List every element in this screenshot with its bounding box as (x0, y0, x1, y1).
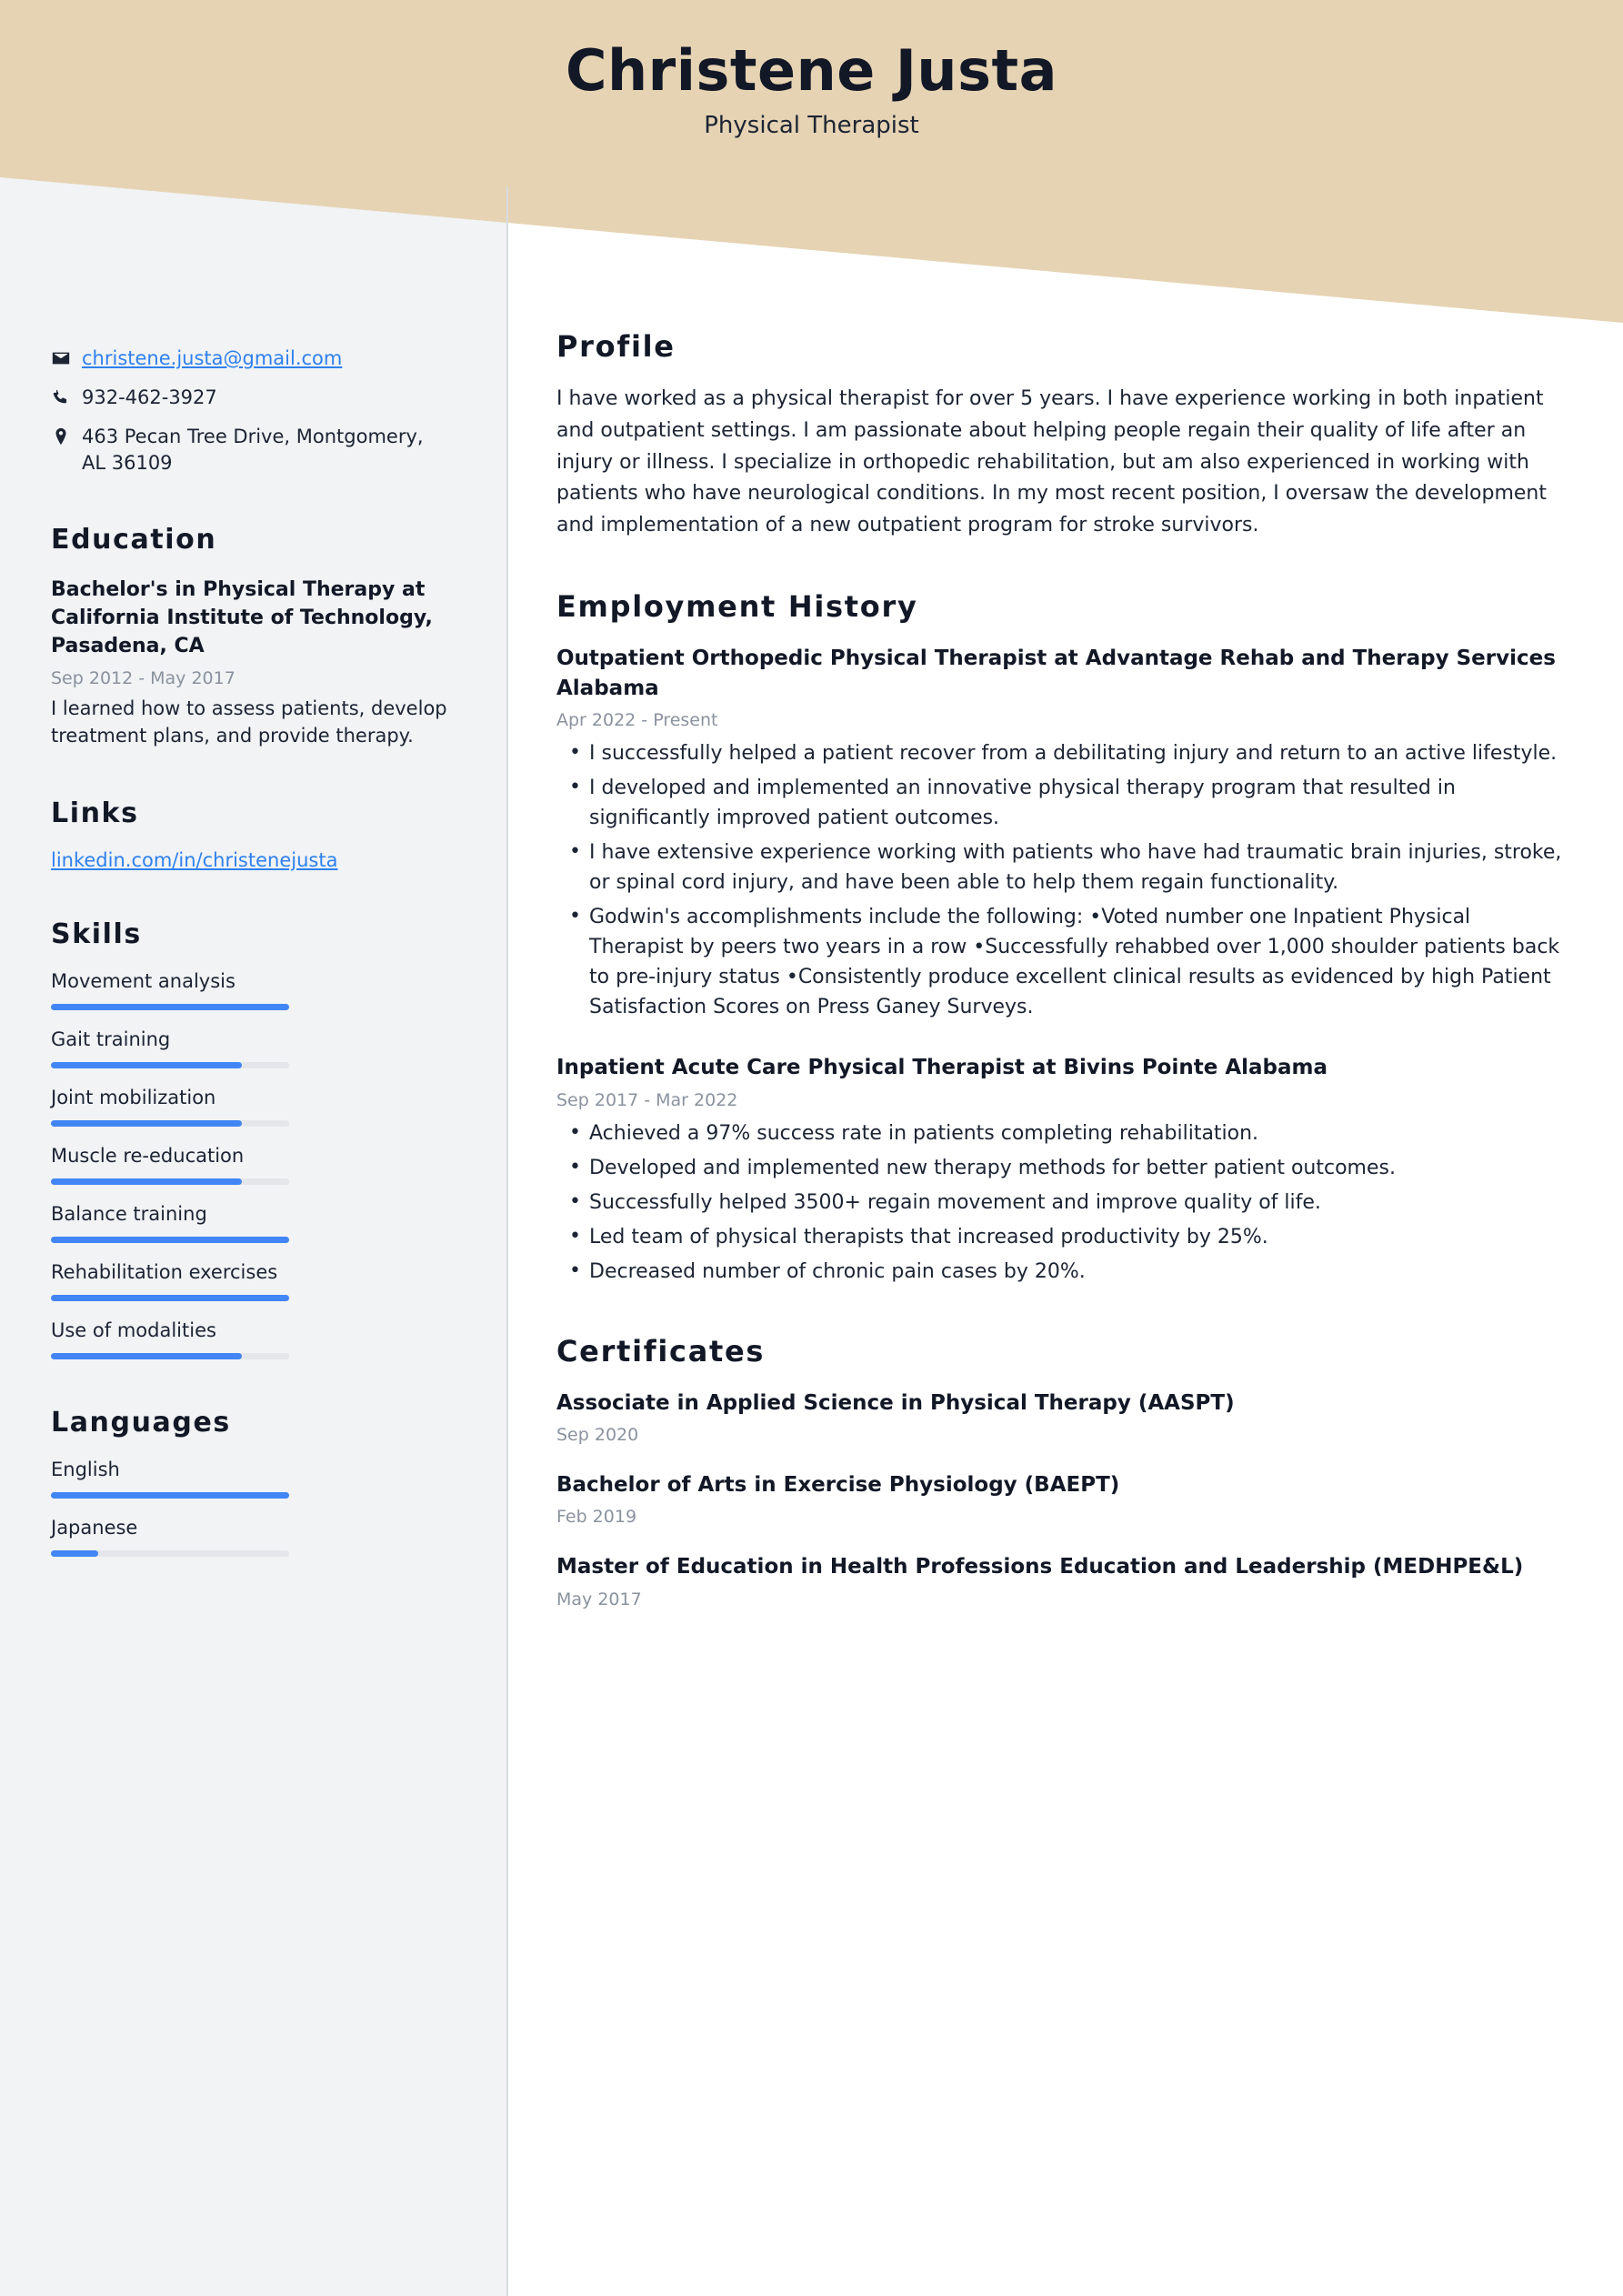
sidebar-section-education (51, 524, 453, 750)
job-bullet: • I successfully helped a patient recover from a debilitating injury and return to an active lifestyle. (556, 738, 1566, 768)
sidebar-section-languages (51, 1407, 453, 1557)
certificates-list (556, 1389, 1566, 1609)
skill-level-fill (51, 1120, 242, 1127)
phone-text: 932-462-3927 (82, 386, 217, 408)
languages-heading: Languages (51, 1406, 231, 1439)
main-column (556, 329, 1566, 1657)
skill-level-fill (51, 1062, 242, 1068)
job-bullet: • I have extensive experience working with patients who have had traumatic brain injuries, stroke, or spinal cord injury, and have been able to help them regain functionality. (556, 837, 1566, 897)
certificate-date: May 2017 (556, 1589, 642, 1609)
job-bullet: • Decreased number of chronic pain cases by 20%. (556, 1257, 1566, 1287)
skill-item (51, 1087, 453, 1127)
header-subtitle: Physical Therapist (704, 112, 919, 140)
job-date: Sep 2017 - Mar 2022 (556, 1089, 738, 1110)
section-employment (556, 589, 1566, 1287)
sidebar (0, 0, 507, 2296)
contact-item-email[interactable] (51, 346, 453, 372)
page-title: Christene Justa (566, 37, 1057, 104)
education-description: I learned how to assess patients, develop treatment plans, and provide therapy. (51, 697, 447, 747)
skills-list (51, 970, 453, 1359)
skill-item (51, 1261, 453, 1301)
languages-list (51, 1459, 453, 1557)
job-bullet: • I developed and implemented an innovative physical therapy program that resulted in significantly improved patient outcomes. (556, 773, 1566, 833)
contact-item-phone (51, 385, 453, 411)
skill-level-track (51, 1353, 289, 1359)
location-pin-icon (51, 424, 82, 446)
skill-label: Balance training (51, 1202, 207, 1225)
certificate-date: Sep 2020 (556, 1425, 639, 1446)
language-item (51, 1459, 453, 1499)
skill-item (51, 1319, 453, 1359)
skill-level-fill (51, 1178, 242, 1185)
education-heading: Education (51, 523, 217, 556)
skills-heading: Skills (51, 917, 142, 950)
skill-item (51, 1203, 453, 1243)
language-label: English (51, 1458, 120, 1480)
skill-label: Movement analysis (51, 969, 235, 992)
skill-level-fill (51, 1353, 242, 1359)
employment-heading: Employment History (556, 588, 918, 624)
certificate-entry (556, 1552, 1566, 1609)
skill-level-fill (51, 1237, 289, 1243)
job-bullet: • Godwin's accomplishments include the following: •Voted number one Inpatient Physical Therapist by peers two years in a row •Successfully rehabbed over 1,000 shoulder patients back to pre-injury status •Consistently produce excellent clinical results as evidenced by high Patient Satisfaction Scores on Press Ganey Surveys. (556, 902, 1566, 1022)
certificate-name: Bachelor of Arts in Exercise Physiology (BAEPT) (556, 1473, 1120, 1498)
skill-item (51, 1145, 453, 1185)
certificates-heading: Certificates (556, 1333, 766, 1369)
job-bullet-list (556, 738, 1566, 1022)
skill-label: Use of modalities (51, 1318, 216, 1341)
job-title: Inpatient Acute Care Physical Therapist at Bivins Pointe Alabama (556, 1056, 1328, 1080)
section-certificates (556, 1334, 1566, 1609)
job-entry (556, 1053, 1566, 1286)
language-level-track (51, 1492, 289, 1499)
education-degree: Bachelor's in Physical Therapy at California Institute of Technology, Pasadena, CA (51, 577, 433, 658)
job-bullet: • Led team of physical therapists that increased productivity by 25%. (556, 1222, 1566, 1252)
skill-level-track (51, 1004, 289, 1010)
certificate-entry (556, 1389, 1566, 1445)
skill-level-track (51, 1295, 289, 1301)
skill-label: Rehabilitation exercises (51, 1260, 278, 1283)
certificate-date: Feb 2019 (556, 1507, 637, 1528)
skill-level-track (51, 1237, 289, 1243)
section-profile (556, 329, 1566, 542)
skill-level-fill (51, 1295, 289, 1301)
skill-level-track (51, 1062, 289, 1068)
email-text[interactable]: christene.justa@gmail.com (82, 347, 343, 369)
job-bullet: • Achieved a 97% success rate in patients completing rehabilitation. (556, 1118, 1566, 1148)
job-bullet: • Successfully helped 3500+ regain movement and improve quality of life. (556, 1188, 1566, 1218)
resume-header (0, 38, 1623, 139)
links-heading: Links (51, 797, 139, 829)
skill-item (51, 970, 453, 1010)
skill-level-fill (51, 1004, 289, 1010)
certificate-name: Master of Education in Health Professions Education and Leadership (MEDHPE&L) (556, 1555, 1524, 1579)
skill-label: Gait training (51, 1028, 171, 1050)
skill-label: Joint mobilization (51, 1086, 216, 1108)
skill-label: Muscle re-education (51, 1144, 245, 1167)
skill-item (51, 1028, 453, 1068)
job-bullet-list (556, 1118, 1566, 1287)
language-item (51, 1517, 453, 1557)
profile-text: I have worked as a physical therapist for over 5 years. I have experience working in both inpatient and outpatient settings. I am passionate about helping people regain their quality of life after an injury or illness. I specialize in orthopedic rehabilitation, but am also experienced in working with patients who have neurological conditions. In my most recent position, I oversaw the development and implementation of a new outpatient program for stroke survivors. (556, 387, 1547, 536)
job-date: Apr 2022 - Present (556, 710, 718, 731)
sidebar-section-skills (51, 918, 453, 1359)
job-entry (556, 644, 1566, 1023)
certificate-entry (556, 1470, 1566, 1527)
job-bullet: • Developed and implemented new therapy methods for better patient outcomes. (556, 1153, 1566, 1183)
language-level-fill (51, 1550, 98, 1557)
link-linkedin[interactable]: linkedin.com/in/christenejusta (51, 848, 338, 871)
education-entry (51, 576, 453, 750)
phone-icon (51, 385, 82, 407)
envelope-icon (51, 346, 82, 368)
education-date: Sep 2012 - May 2017 (51, 667, 235, 688)
sidebar-section-links (51, 797, 453, 871)
contact-list (51, 346, 453, 476)
profile-heading: Profile (556, 329, 676, 364)
jobs-list (556, 644, 1566, 1287)
language-level-track (51, 1550, 289, 1557)
contact-item-address (51, 424, 453, 476)
certificate-name: Associate in Applied Science in Physical Therapy (AASPT) (556, 1390, 1235, 1415)
skill-level-track (51, 1178, 289, 1185)
language-label: Japanese (51, 1516, 138, 1539)
language-level-fill (51, 1492, 289, 1499)
job-title: Outpatient Orthopedic Physical Therapist at Advantage Rehab and Therapy Services Alabama (556, 646, 1556, 701)
address-text: 463 Pecan Tree Drive, Montgomery, AL 36109 (82, 425, 424, 474)
skill-level-track (51, 1120, 289, 1127)
